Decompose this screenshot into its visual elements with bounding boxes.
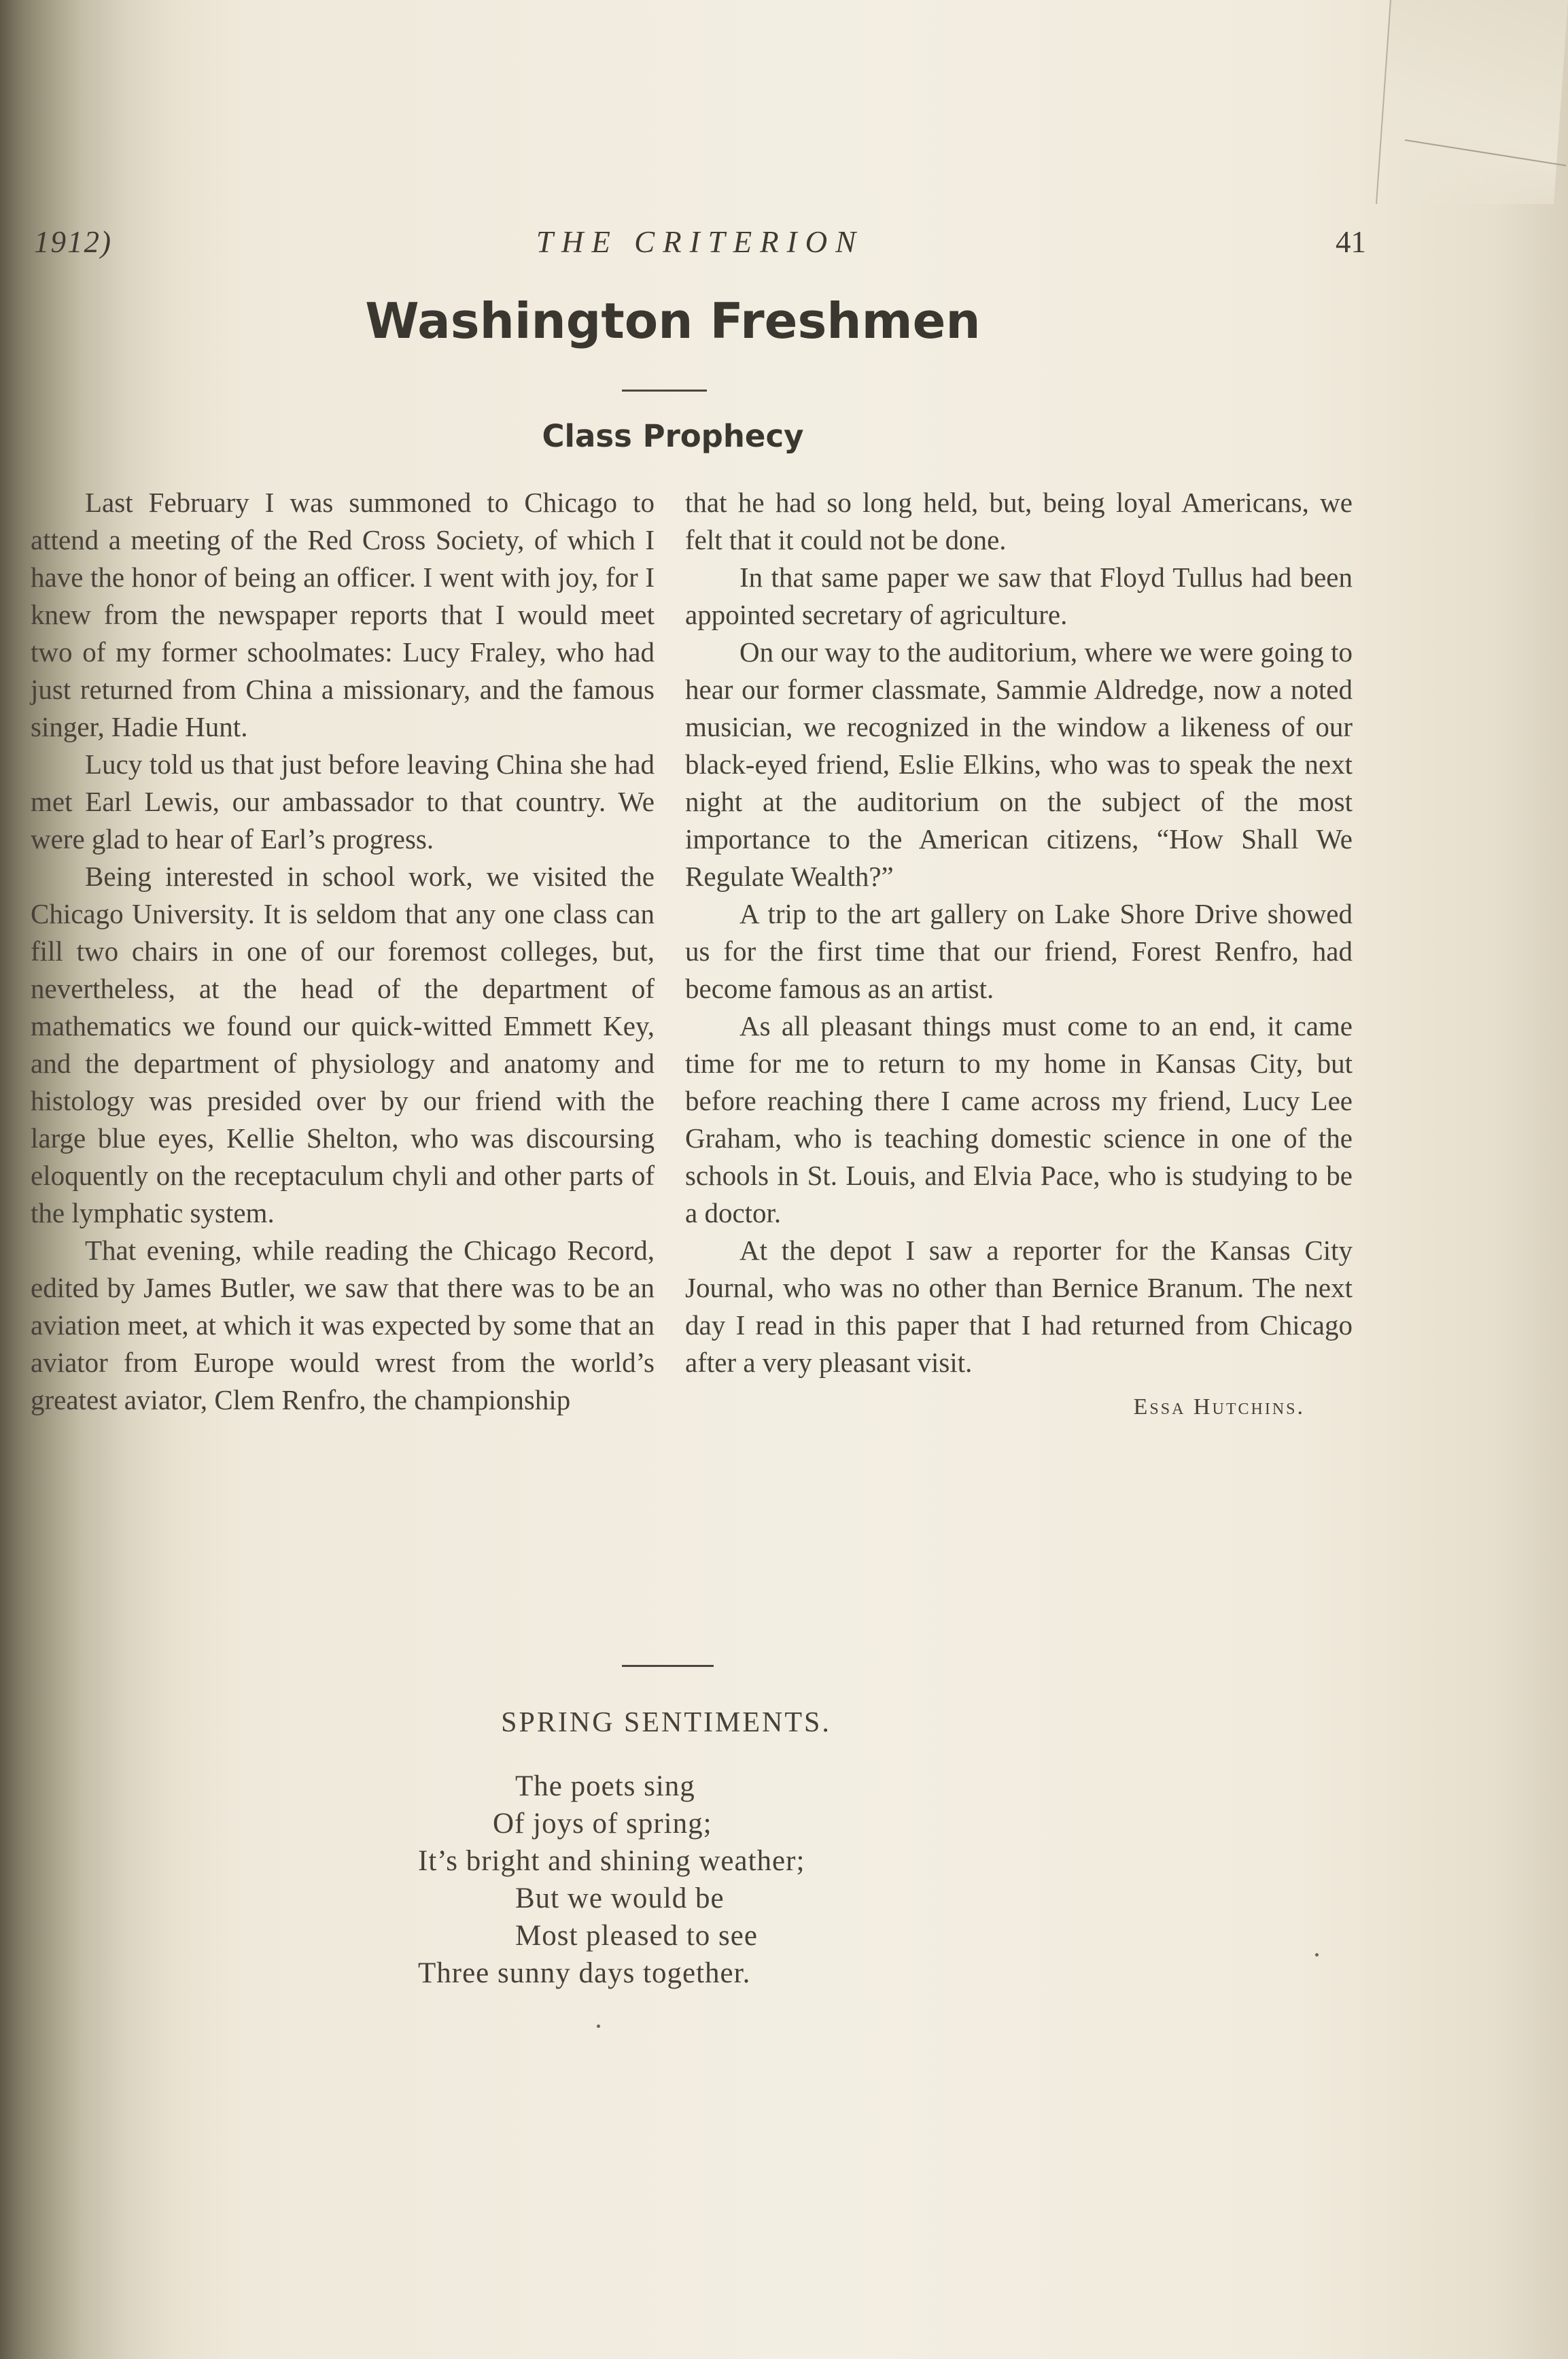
folded-corner [1376, 0, 1568, 204]
page-number: 41 [1336, 225, 1366, 259]
running-head-year: 1912) [34, 225, 112, 259]
paragraph-continued: that he had so long held, but, being loyal Americans, we felt that it could not be done. [685, 487, 1353, 555]
article-column-left [31, 484, 655, 1419]
poem-line: Of joys of spring; [493, 1808, 712, 1840]
paragraph: In that same paper we saw that Floyd Tullus had been appointed secretary of agriculture. [685, 562, 1353, 630]
poem-line: Most pleased to see [515, 1920, 758, 1952]
paper-speck [597, 2025, 600, 2028]
article-title: Washington Freshmen [365, 292, 981, 349]
paper-speck [1315, 1953, 1319, 1957]
article-subtitle: Class Prophecy [542, 418, 804, 454]
paragraph: That evening, while reading the Chicago Record, edited by James Butler, we saw that there was to be an aviation meet, at which it was expected by some that an aviator from Europe would wrest from the world’s greatest aviator, Clem Renfro, the championship [31, 1235, 655, 1415]
running-head [34, 224, 1366, 265]
running-head-publication: THE CRITERION [536, 225, 865, 259]
poem-line: But we would be [515, 1882, 725, 1914]
paragraph: Last February I was summoned to Chicago to attend a meeting of the Red Cross Society, of which I have the honor of being an officer. I went with joy, for I knew from the newspaper reports that I would meet two of my former schoolmates: Lucy Fraley, who had just returned from China a missionary, and the famous singer, Hadie Hunt. [31, 487, 655, 742]
paragraph: As all pleasant things must come to an end, it came time for me to return to my home in Kansas City, but before reaching there I came across my friend, Lucy Lee Graham, who is teaching domestic science in one of the schools in St. Louis, and Elvia Pace, who is studying to be a doctor. [685, 1010, 1353, 1228]
poem-title: SPRING SENTIMENTS. [501, 1707, 831, 1738]
author-signature: Essa Hutchins. [1133, 1394, 1305, 1419]
paragraph: At the depot I saw a reporter for the Kansas City Journal, who was no other than Bernice Branum. The next day I read in this paper that I had returned from Chicago after a very pleasant visit. [685, 1235, 1353, 1378]
section-divider [622, 1665, 714, 1667]
poem-line: The poets sing [515, 1770, 695, 1802]
paragraph: Lucy told us that just before leaving China she had met Earl Lewis, our ambassador to that country. We were glad to hear of Earl’s progress. [31, 748, 655, 855]
paragraph: A trip to the art gallery on Lake Shore Drive showed us for the first time that our friend, Forest Renfro, had become famous as an artist. [685, 898, 1353, 1004]
paragraph: On our way to the auditorium, where we were going to hear our former classmate, Sammie Aldredge, now a noted musician, we recognized in the window a likeness of our black-eyed friend, Eslie Elkins, who was to speak the next night at the auditorium on the subject of the most importance to the American citizens, “How Shall We Regulate Wealth?” [685, 636, 1353, 892]
poem-line: It’s bright and shining weather; [418, 1845, 805, 1877]
poem-line: Three sunny days together. [418, 1957, 751, 1989]
article-column-right [685, 484, 1353, 1426]
title-divider [622, 390, 707, 392]
paragraph: Being interested in school work, we visited the Chicago University. It is seldom that any one class can fill two chairs in one of our foremost colleges, but, nevertheless, at the head of the department of mathematics we found our quick-witted Emmett Key, and the department of physiology and anatomy and histology was presided over by our friend with the large blue eyes, Kellie Shelton, who was discoursing eloquently on the receptaculum chyli and other parts of the lymphatic system. [31, 861, 655, 1228]
